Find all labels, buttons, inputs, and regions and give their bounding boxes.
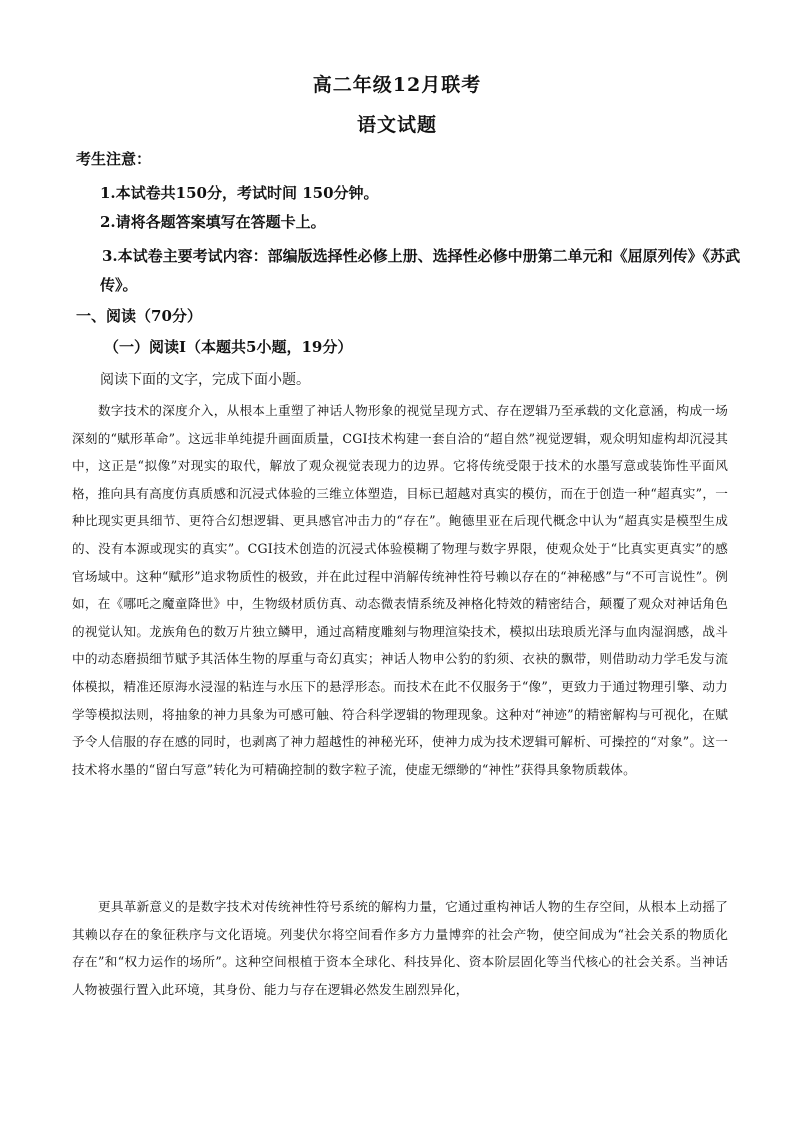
subject-title: 语文试题 xyxy=(356,114,437,136)
notice-item: 1.本试卷共150分，考试时间 150分钟。 xyxy=(100,184,379,202)
notice-item: 3.本试卷主要考试内容：部编版选择性必修上册、选择性必修中册第二单元和《屈原列传》《苏武传》。 xyxy=(100,247,741,294)
passage-paragraph: 更具革新意义的是数字技术对传统神性符号系统的解构力量，它通过重构神话人物的生存空间，从根本上动摇了其赖以存在的象征秩序与文化语境。列斐伏尔将空间看作多方力量博弈的社会产物，使空间成为“社会关系的物质化存在”和“权力运作的场所”。这种空间根植于资本全球化、科技异化、资本阶层固化等当代核心的社会关系。当神话人物被强行置入此环境，其身份、能力与存在逻辑必然发生剧烈异化， xyxy=(72,899,728,997)
section-title: 一、阅读（70分） xyxy=(76,307,202,325)
subsection-title: （一）阅读Ⅰ（本题共5小题，19分） xyxy=(104,338,353,356)
notice-heading: 考生注意： xyxy=(76,150,152,168)
reading-instruction: 阅读下面的文字，完成下面小题。 xyxy=(100,372,310,388)
exam-title: 高二年级12月联考 xyxy=(312,74,482,96)
passage-paragraph: 数字技术的深度介入，从根本上重塑了神话人物形象的视觉呈现方式、存在逻辑乃至承载的文化意涵，构成一场深刻的“赋形革命”。这远非单纯提升画面质量，CGI技术构建一套自洽的“超自然”视觉逻辑，观众明知虚构却沉浸其中，这正是“拟像”对现实的取代，解放了观众视觉表现力的边界。它将传统受限于技术的水墨写意或装饰性平面风格，推向具有高度仿真质感和沉浸式体验的三维立体塑造，目标已超越对真实的模仿，而在于创造一种“超真实”，一种比现实更具细节、更符合幻想逻辑、更具感官冲击力的“存在”。鲍德里亚在后现代概念中认为“超真实是模型生成的、没有本源或现实的真实”。CGI技术创造的沉浸式体验模糊了物理与数字界限，使观众处于“比真实更真实”的感官场域中。这种“赋形”追求物质性的极致，并在此过程中消解传统神性符号赖以存在的“神秘感”与“不可言说性”。例如，在《哪吒之魔童降世》中，生物级材质仿真、动态微表情系统及神格化特效的精密结合，颠覆了观众对神话角色的视觉认知。龙族角色的数万片独立鳞甲，通过高精度雕刻与物理渲染技术，模拟出珐琅质光泽与血肉湿润感，战斗中的动态磨损细节赋予其活体生物的厚重与奇幻真实；神话人物申公豹的豹须、衣袂的飘带，则借助动力学毛发与流体模拟，精准还原海水浸湿的粘连与水压下的悬浮形态。而技术在此不仅服务于“像”，更致力于通过物理引擎、动力学等模拟法则，将抽象的神力具象为可感可触、符合科学逻辑的物理现象。这种对“神迹”的精密解构与可视化，在赋予令人信服的存在感的同时，也剥离了神力超越性的神秘光环，使神力成为技术逻辑可解析、可操控的“对象”。这一技术将水墨的“留白写意”转化为可精确控制的数字粒子流，使虚无缥缈的“神性”获得具象物质载体。 xyxy=(72,403,728,777)
notice-item: 2.请将各题答案填写在答题卡上。 xyxy=(100,213,326,231)
